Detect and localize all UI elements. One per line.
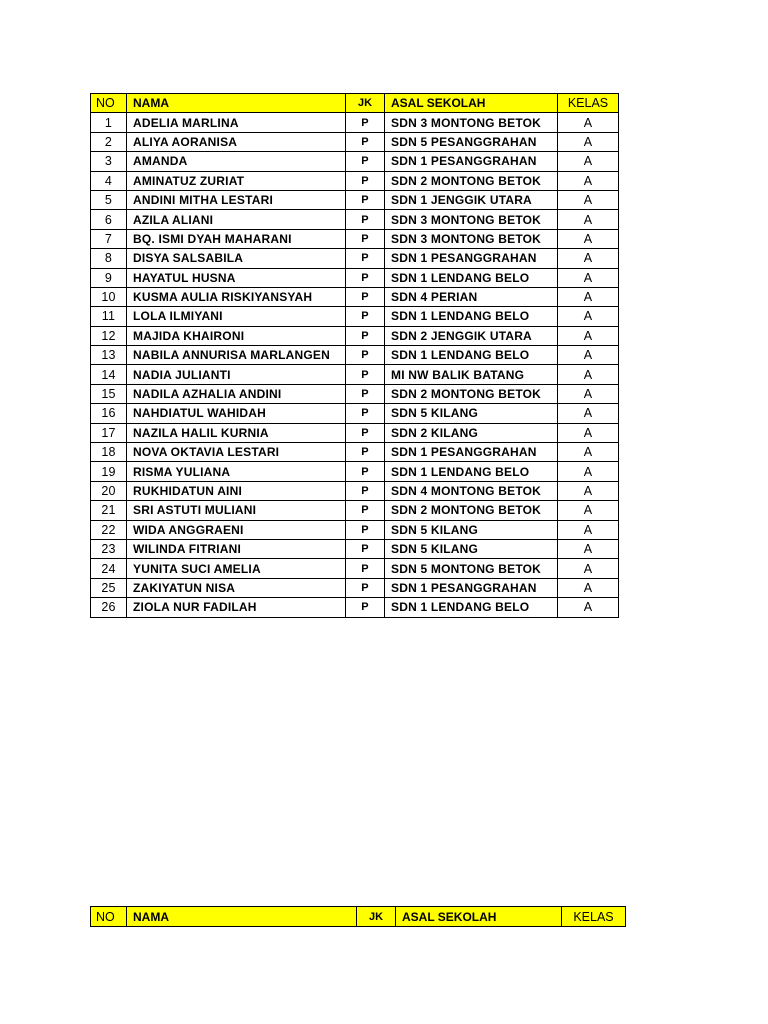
header-nama: NAMA (127, 907, 357, 927)
table-row (91, 501, 619, 520)
table-row (91, 287, 619, 306)
table-row (91, 210, 619, 229)
table-row (91, 171, 619, 190)
table-row (91, 423, 619, 442)
cell-jk: P (346, 539, 385, 558)
cell-jk: P (346, 249, 385, 268)
cell-jk: P (346, 229, 385, 248)
cell-jk: P (346, 559, 385, 578)
cell-nama: KUSMA AULIA RISKIYANSYAH (127, 287, 346, 306)
cell-kelas: A (558, 384, 619, 403)
student-table-class-a (90, 93, 619, 618)
cell-kelas: A (558, 481, 619, 500)
cell-asal-sekolah: SDN 1 LENDANG BELO (385, 462, 558, 481)
cell-asal-sekolah: SDN 1 LENDANG BELO (385, 307, 558, 326)
cell-asal-sekolah: SDN 5 KILANG (385, 539, 558, 558)
cell-asal-sekolah: SDN 1 PESANGGRAHAN (385, 249, 558, 268)
cell-nama: RISMA YULIANA (127, 462, 346, 481)
cell-no: 3 (91, 152, 127, 171)
cell-kelas: A (558, 404, 619, 423)
cell-jk: P (346, 423, 385, 442)
cell-kelas: A (558, 501, 619, 520)
cell-no: 10 (91, 287, 127, 306)
header-jk: JK (346, 94, 385, 113)
table-row (91, 268, 619, 287)
cell-kelas: A (558, 559, 619, 578)
cell-jk: P (346, 113, 385, 132)
cell-jk: P (346, 346, 385, 365)
cell-nama: MAJIDA KHAIRONI (127, 326, 346, 345)
header-kelas: KELAS (558, 94, 619, 113)
table-row (91, 229, 619, 248)
cell-kelas: A (558, 210, 619, 229)
cell-asal-sekolah: SDN 3 MONTONG BETOK (385, 229, 558, 248)
table-row (91, 598, 619, 617)
cell-no: 19 (91, 462, 127, 481)
cell-jk: P (346, 481, 385, 500)
cell-asal-sekolah: SDN 4 MONTONG BETOK (385, 481, 558, 500)
cell-kelas: A (558, 443, 619, 462)
cell-nama: NADIA JULIANTI (127, 365, 346, 384)
table-row (91, 578, 619, 597)
cell-jk: P (346, 171, 385, 190)
cell-no: 7 (91, 229, 127, 248)
cell-nama: AMINATUZ ZURIAT (127, 171, 346, 190)
student-table-second (90, 906, 626, 927)
cell-no: 9 (91, 268, 127, 287)
cell-asal-sekolah: SDN 3 MONTONG BETOK (385, 210, 558, 229)
cell-kelas: A (558, 171, 619, 190)
cell-nama: ADELIA MARLINA (127, 113, 346, 132)
table-row (91, 404, 619, 423)
header-nama: NAMA (127, 94, 346, 113)
cell-kelas: A (558, 365, 619, 384)
cell-kelas: A (558, 152, 619, 171)
cell-kelas: A (558, 307, 619, 326)
header-kelas: KELAS (562, 907, 626, 927)
cell-no: 22 (91, 520, 127, 539)
cell-no: 1 (91, 113, 127, 132)
student-rows (91, 113, 619, 617)
cell-asal-sekolah: SDN 1 LENDANG BELO (385, 598, 558, 617)
table-row (91, 539, 619, 558)
cell-kelas: A (558, 268, 619, 287)
cell-jk: P (346, 132, 385, 151)
cell-asal-sekolah: SDN 1 LENDANG BELO (385, 346, 558, 365)
table-header-row (91, 94, 619, 113)
table-row (91, 132, 619, 151)
cell-jk: P (346, 384, 385, 403)
table-row (91, 481, 619, 500)
cell-kelas: A (558, 346, 619, 365)
cell-jk: P (346, 462, 385, 481)
table-row (91, 443, 619, 462)
cell-no: 24 (91, 559, 127, 578)
cell-no: 4 (91, 171, 127, 190)
cell-asal-sekolah: SDN 2 MONTONG BETOK (385, 501, 558, 520)
cell-jk: P (346, 307, 385, 326)
cell-kelas: A (558, 462, 619, 481)
table-row (91, 462, 619, 481)
table-row (91, 152, 619, 171)
cell-nama: NABILA ANNURISA MARLANGEN (127, 346, 346, 365)
cell-asal-sekolah: SDN 1 PESANGGRAHAN (385, 578, 558, 597)
cell-kelas: A (558, 326, 619, 345)
cell-kelas: A (558, 229, 619, 248)
header-no: NO (91, 94, 127, 113)
table-row (91, 346, 619, 365)
cell-no: 13 (91, 346, 127, 365)
header-asal-sekolah: ASAL SEKOLAH (396, 907, 562, 927)
cell-jk: P (346, 501, 385, 520)
cell-no: 11 (91, 307, 127, 326)
header-no: NO (91, 907, 127, 927)
cell-asal-sekolah: SDN 2 JENGGIK UTARA (385, 326, 558, 345)
table-row (91, 520, 619, 539)
cell-no: 18 (91, 443, 127, 462)
cell-asal-sekolah: SDN 1 PESANGGRAHAN (385, 152, 558, 171)
cell-jk: P (346, 598, 385, 617)
table-row (91, 249, 619, 268)
cell-nama: RUKHIDATUN AINI (127, 481, 346, 500)
cell-kelas: A (558, 520, 619, 539)
cell-asal-sekolah: SDN 1 LENDANG BELO (385, 268, 558, 287)
cell-no: 5 (91, 190, 127, 209)
table-row (91, 384, 619, 403)
cell-no: 6 (91, 210, 127, 229)
cell-asal-sekolah: SDN 5 KILANG (385, 520, 558, 539)
cell-kelas: A (558, 287, 619, 306)
cell-kelas: A (558, 113, 619, 132)
cell-nama: ANDINI MITHA LESTARI (127, 190, 346, 209)
table-row (91, 365, 619, 384)
cell-nama: NAHDIATUL WAHIDAH (127, 404, 346, 423)
header-asal-sekolah: ASAL SEKOLAH (385, 94, 558, 113)
cell-jk: P (346, 578, 385, 597)
cell-jk: P (346, 443, 385, 462)
cell-no: 26 (91, 598, 127, 617)
cell-nama: ZAKIYATUN NISA (127, 578, 346, 597)
cell-asal-sekolah: SDN 3 MONTONG BETOK (385, 113, 558, 132)
table-row (91, 559, 619, 578)
cell-jk: P (346, 520, 385, 539)
cell-jk: P (346, 190, 385, 209)
cell-asal-sekolah: SDN 2 MONTONG BETOK (385, 384, 558, 403)
cell-asal-sekolah: SDN 5 KILANG (385, 404, 558, 423)
cell-no: 2 (91, 132, 127, 151)
cell-nama: DISYA SALSABILA (127, 249, 346, 268)
cell-asal-sekolah: SDN 2 MONTONG BETOK (385, 171, 558, 190)
header-jk: JK (357, 907, 396, 927)
cell-jk: P (346, 268, 385, 287)
table-row (91, 113, 619, 132)
cell-kelas: A (558, 249, 619, 268)
cell-no: 20 (91, 481, 127, 500)
cell-no: 25 (91, 578, 127, 597)
cell-nama: AMANDA (127, 152, 346, 171)
cell-nama: WILINDA FITRIANI (127, 539, 346, 558)
cell-jk: P (346, 210, 385, 229)
table-header-row (91, 907, 626, 927)
cell-no: 17 (91, 423, 127, 442)
cell-no: 23 (91, 539, 127, 558)
cell-nama: ALIYA AORANISA (127, 132, 346, 151)
cell-no: 8 (91, 249, 127, 268)
cell-asal-sekolah: SDN 2 KILANG (385, 423, 558, 442)
cell-asal-sekolah: SDN 5 MONTONG BETOK (385, 559, 558, 578)
cell-jk: P (346, 152, 385, 171)
cell-no: 14 (91, 365, 127, 384)
cell-no: 16 (91, 404, 127, 423)
cell-kelas: A (558, 539, 619, 558)
cell-asal-sekolah: SDN 1 PESANGGRAHAN (385, 443, 558, 462)
cell-nama: ZIOLA NUR FADILAH (127, 598, 346, 617)
cell-nama: WIDA ANGGRAENI (127, 520, 346, 539)
cell-nama: LOLA ILMIYANI (127, 307, 346, 326)
cell-no: 15 (91, 384, 127, 403)
cell-jk: P (346, 365, 385, 384)
table-row (91, 326, 619, 345)
cell-nama: NADILA AZHALIA ANDINI (127, 384, 346, 403)
cell-nama: AZILA ALIANI (127, 210, 346, 229)
cell-nama: NAZILA HALIL KURNIA (127, 423, 346, 442)
cell-nama: HAYATUL HUSNA (127, 268, 346, 287)
cell-asal-sekolah: SDN 5 PESANGGRAHAN (385, 132, 558, 151)
cell-kelas: A (558, 423, 619, 442)
cell-nama: SRI ASTUTI MULIANI (127, 501, 346, 520)
cell-jk: P (346, 326, 385, 345)
cell-no: 21 (91, 501, 127, 520)
cell-nama: BQ. ISMI DYAH MAHARANI (127, 229, 346, 248)
table-row (91, 307, 619, 326)
cell-asal-sekolah: SDN 4 PERIAN (385, 287, 558, 306)
cell-asal-sekolah: SDN 1 JENGGIK UTARA (385, 190, 558, 209)
cell-jk: P (346, 287, 385, 306)
cell-nama: NOVA OKTAVIA LESTARI (127, 443, 346, 462)
cell-jk: P (346, 404, 385, 423)
cell-asal-sekolah: MI NW BALIK BATANG (385, 365, 558, 384)
cell-kelas: A (558, 132, 619, 151)
cell-nama: YUNITA SUCI AMELIA (127, 559, 346, 578)
cell-kelas: A (558, 190, 619, 209)
table-row (91, 190, 619, 209)
cell-kelas: A (558, 578, 619, 597)
cell-no: 12 (91, 326, 127, 345)
cell-kelas: A (558, 598, 619, 617)
